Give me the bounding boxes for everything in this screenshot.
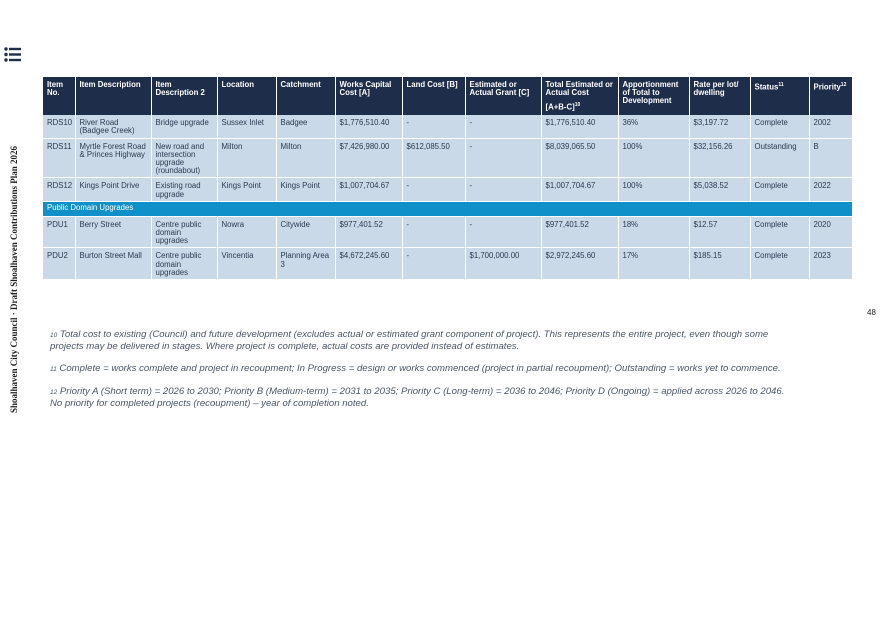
table-row [43,248,852,280]
column-header [618,77,689,115]
table-row [43,115,852,138]
table-cell: Complete [750,216,809,248]
column-header-label: Item Description 2 [155,80,205,98]
column-header [335,77,402,115]
table-cell: Myrtle Forest Road & Princes Highway [75,138,151,178]
table-cell: $32,156.26 [689,138,750,178]
table-cell: - [402,178,465,201]
table-cell: Planning Area 3 [276,248,335,280]
table-cell: Existing road upgrade [151,178,217,201]
section-label: Public Domain Upgrades [43,201,852,216]
table-cell: $1,776,510.40 [541,115,618,138]
column-header-label: Item Description [79,80,141,89]
table-cell: Kings Point [217,178,276,201]
table-cell: 100% [618,178,689,201]
table-cell: Sussex Inlet [217,115,276,138]
column-header [689,77,750,115]
table-cell: 2020 [809,216,852,248]
footnote-number: 12 [50,389,58,396]
column-header-label: Estimated or Actual Grant [C] [469,80,530,98]
table-cell: - [465,216,541,248]
table-cell: 36% [618,115,689,138]
contributions-works-table [43,77,852,280]
table-cell: 2022 [809,178,852,201]
table-cell: Citywide [276,216,335,248]
table-cell: $1,700,000.00 [465,248,541,280]
footnotes [50,329,790,420]
column-header-label: Works Capital Cost [A] [339,80,392,98]
table-cell: B [809,138,852,178]
column-header-label: Total Estimated or Actual Cost [545,80,613,98]
table-cell: 2023 [809,248,852,280]
table-cell: RDS10 [43,115,75,138]
table-cell: $7,426,980.00 [335,138,402,178]
page-number: 48 [867,308,876,317]
table-cell: $3,197.72 [689,115,750,138]
table-cell: Complete [750,178,809,201]
footnote-ref: 11 [778,82,784,88]
table-cell: $185.15 [689,248,750,280]
column-header [75,77,151,115]
column-header-label: Apportionment of Total to Development [622,80,679,106]
footnote [50,386,790,409]
column-header-label: Priority [813,82,841,92]
table-header-row [43,77,852,115]
footnote-text: Complete = works complete and project in recoupment; In Progress = design or works commenced (project in partial recoupment); Outstanding = works yet to commence. [59,363,781,374]
table-cell: Milton [217,138,276,178]
table-cell: 100% [618,138,689,178]
table-cell: Badgee [276,115,335,138]
table-cell: 17% [618,248,689,280]
column-header [541,77,618,115]
footnote [50,363,790,375]
footnote-number: 11 [50,366,57,373]
table-cell: $1,007,704.67 [335,178,402,201]
column-header-label: Catchment [280,80,321,89]
document-side-title: Shoalhaven City Council · Draft Shoalhaven Contributions Plan 2026 [9,145,19,413]
table-cell: - [402,248,465,280]
section-row [43,201,852,216]
footnote-number: 10 [50,332,58,339]
table-cell: Complete [750,115,809,138]
column-header [217,77,276,115]
table-cell: RDS11 [43,138,75,178]
column-header-formula: $[A+B-C]^{10}$ [545,102,581,112]
table-row [43,178,852,201]
column-header [465,77,541,115]
table-cell: $8,039,065.50 [541,138,618,178]
column-header-label: Status [754,82,779,92]
table-cell: $1,007,704.67 [541,178,618,201]
column-header-label: Rate per lot/ dwelling [693,80,739,98]
column-header-label: Land Cost [B] [406,80,458,89]
table-row [43,216,852,248]
list-menu-icon[interactable] [4,47,22,62]
table-cell: $2,972,245.60 [541,248,618,280]
table-cell: Berry Street [75,216,151,248]
column-header [151,77,217,115]
column-header [43,77,75,115]
table-cell: $5,038.52 [689,178,750,201]
column-header-label: Item No. [47,80,64,98]
table-cell: Kings Point [276,178,335,201]
table-cell: Vincentia [217,248,276,280]
table-cell: 18% [618,216,689,248]
table-cell: Centre public domain upgrades [151,248,217,280]
table-cell: $977,401.52 [541,216,618,248]
table-cell: Burton Street Mall [75,248,151,280]
table-cell: Kings Point Drive [75,178,151,201]
table-cell: Bridge upgrade [151,115,217,138]
table-cell: Outstanding [750,138,809,178]
footnote-ref: 12 [840,82,847,88]
footnote-ref: 10 [574,102,581,109]
column-header [809,77,852,115]
table-cell: RDS12 [43,178,75,201]
footnote-text: Priority A (Short term) = 2026 to 2030; Priority B (Medium-term) = 2031 to 2035; Priority C (Long-term) = 2036 to 2046; Priority D (Ongoing) = applied across 2026 to 2046. No priority for completed projects (recoupment) – year of completion noted. [50,386,785,409]
table-cell: Complete [750,248,809,280]
table-cell: PDU2 [43,248,75,280]
table-cell: Nowra [217,216,276,248]
column-header [276,77,335,115]
table-cell: Centre public domain upgrades [151,216,217,248]
table-cell: Milton [276,138,335,178]
footnote [50,329,790,352]
footnote-text: Total cost to existing (Council) and future development (excludes actual or estimated grant component of project). This represents the entire project, even though some projects may be delivered in stages. Where project is complete, actual costs are provided instead of estimates. [50,329,769,352]
table-cell: $1,776,510.40 [335,115,402,138]
table-cell: New road and intersection upgrade (roundabout) [151,138,217,178]
column-header [402,77,465,115]
table-cell: - [465,138,541,178]
table-cell: - [402,115,465,138]
table-cell: - [465,115,541,138]
table-row [43,138,852,178]
table-cell: PDU1 [43,216,75,248]
column-header-label: Location [221,80,254,89]
table-cell: $4,672,245.60 [335,248,402,280]
table-cell: 2002 [809,115,852,138]
table-cell: $12.57 [689,216,750,248]
table-cell: $977,401.52 [335,216,402,248]
table-cell: River Road (Badgee Creek) [75,115,151,138]
column-header [750,77,809,115]
table-cell: $612,085.50 [402,138,465,178]
table-cell: - [402,216,465,248]
table-cell: - [465,178,541,201]
